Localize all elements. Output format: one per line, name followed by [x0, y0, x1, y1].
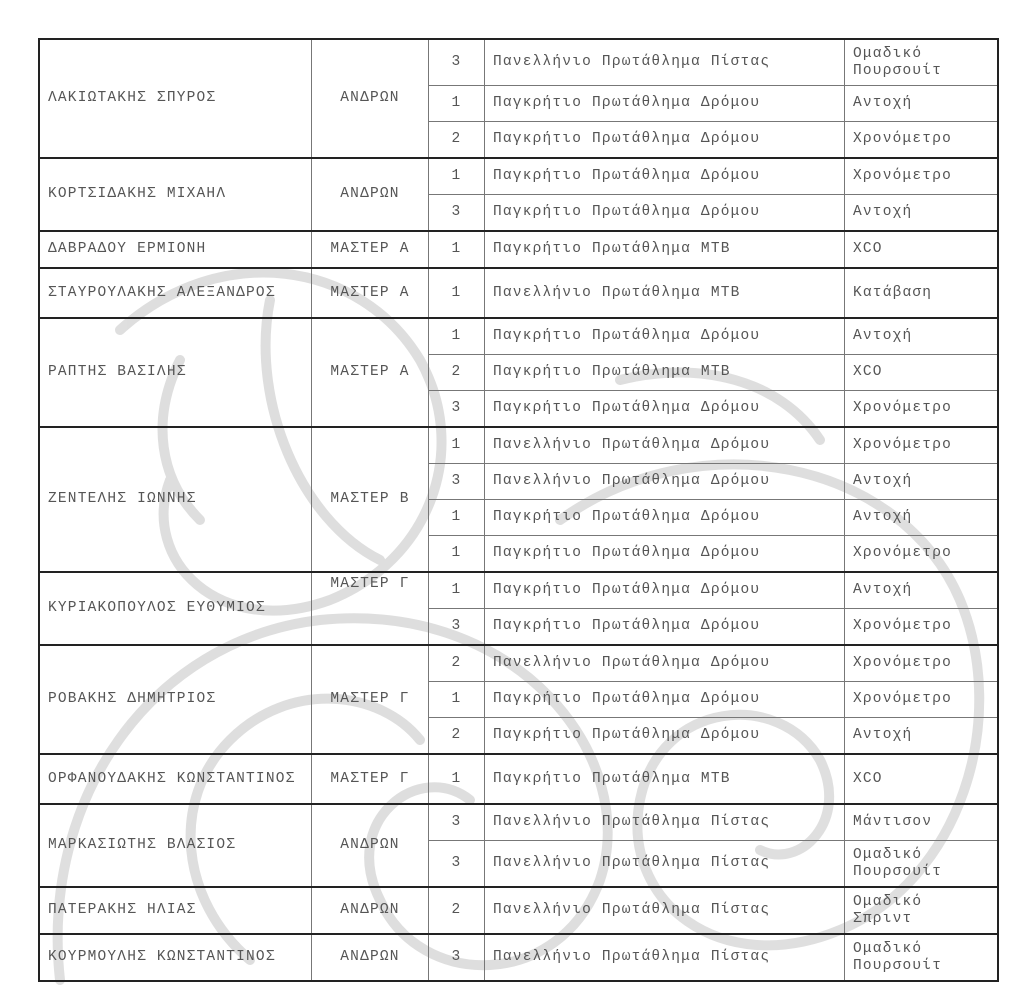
- event-cell: Αντοχή: [845, 318, 999, 355]
- championship-cell: Παγκρήτιο Πρωτάθλημα Δρόμου: [485, 572, 845, 609]
- table-row: [39, 645, 998, 682]
- athlete-name-cell: ΣΤΑΥΡΟΥΛΑΚΗΣ ΑΛΕΞΑΝΔΡΟΣ: [39, 268, 312, 318]
- event-cell: XCO: [845, 754, 999, 804]
- athlete-name-cell: ΚΟΥΡΜΟΥΛΗΣ ΚΩΝΣΤΑΝΤΙΝΟΣ: [39, 934, 312, 981]
- category-cell: ΜΑΣΤΕΡ Γ: [312, 572, 429, 645]
- championship-cell: Παγκρήτιο Πρωτάθλημα ΜΤΒ: [485, 754, 845, 804]
- rank-cell: 3: [429, 609, 485, 646]
- championship-cell: Παγκρήτιο Πρωτάθλημα Δρόμου: [485, 122, 845, 159]
- championship-cell: Πανελλήνιο Πρωτάθλημα Πίστας: [485, 887, 845, 934]
- event-cell: Χρονόμετρο: [845, 122, 999, 159]
- event-cell: Μάντισον: [845, 804, 999, 841]
- rank-cell: 1: [429, 682, 485, 718]
- athlete-name-cell: ΟΡΦΑΝΟΥΔΑΚΗΣ ΚΩΝΣΤΑΝΤΙΝΟΣ: [39, 754, 312, 804]
- category-cell: ΜΑΣΤΕΡ Α: [312, 318, 429, 427]
- rank-cell: 3: [429, 39, 485, 86]
- category-cell: ΜΑΣΤΕΡ Β: [312, 427, 429, 572]
- results-table-body: [39, 39, 998, 981]
- rank-cell: 2: [429, 122, 485, 159]
- rank-cell: 2: [429, 718, 485, 755]
- rank-cell: 1: [429, 572, 485, 609]
- table-row: [39, 231, 998, 268]
- event-cell: Αντοχή: [845, 500, 999, 536]
- event-cell: Ομαδικό Πουρσουίτ: [845, 841, 999, 888]
- table-row: [39, 427, 998, 464]
- rank-cell: 1: [429, 754, 485, 804]
- event-cell: Χρονόμετρο: [845, 609, 999, 646]
- table-row: [39, 934, 998, 981]
- rank-cell: 1: [429, 500, 485, 536]
- championship-cell: Πανελλήνιο Πρωτάθλημα Δρόμου: [485, 645, 845, 682]
- event-cell: Αντοχή: [845, 572, 999, 609]
- results-table: [38, 38, 999, 982]
- athlete-name-cell: ΠΑΤΕΡΑΚΗΣ ΗΛΙΑΣ: [39, 887, 312, 934]
- category-cell: ΜΑΣΤΕΡ Α: [312, 231, 429, 268]
- event-cell: Χρονόμετρο: [845, 391, 999, 428]
- athlete-name-cell: ΚΟΡΤΣΙΔΑΚΗΣ ΜΙΧΑΗΛ: [39, 158, 312, 231]
- championship-cell: Παγκρήτιο Πρωτάθλημα Δρόμου: [485, 682, 845, 718]
- championship-cell: Πανελλήνιο Πρωτάθλημα Πίστας: [485, 934, 845, 981]
- championship-cell: Παγκρήτιο Πρωτάθλημα Δρόμου: [485, 195, 845, 232]
- rank-cell: 2: [429, 645, 485, 682]
- category-cell: ΑΝΔΡΩΝ: [312, 39, 429, 158]
- table-row: [39, 39, 998, 86]
- table-row: [39, 158, 998, 195]
- category-cell: ΑΝΔΡΩΝ: [312, 934, 429, 981]
- rank-cell: 3: [429, 391, 485, 428]
- championship-cell: Παγκρήτιο Πρωτάθλημα ΜΤΒ: [485, 231, 845, 268]
- rank-cell: 3: [429, 464, 485, 500]
- rank-cell: 1: [429, 536, 485, 573]
- rank-cell: 1: [429, 158, 485, 195]
- table-row: [39, 572, 998, 609]
- rank-cell: 3: [429, 841, 485, 888]
- event-cell: Αντοχή: [845, 86, 999, 122]
- rank-cell: 3: [429, 195, 485, 232]
- athlete-name-cell: ΛΑΚΙΩΤΑΚΗΣ ΣΠΥΡΟΣ: [39, 39, 312, 158]
- category-cell: ΑΝΔΡΩΝ: [312, 887, 429, 934]
- athlete-name-cell: ΡΑΠΤΗΣ ΒΑΣΙΛΗΣ: [39, 318, 312, 427]
- championship-cell: Πανελλήνιο Πρωτάθλημα Πίστας: [485, 804, 845, 841]
- event-cell: Χρονόμετρο: [845, 682, 999, 718]
- event-cell: Αντοχή: [845, 718, 999, 755]
- table-row: [39, 887, 998, 934]
- championship-cell: Παγκρήτιο Πρωτάθλημα Δρόμου: [485, 609, 845, 646]
- rank-cell: 2: [429, 887, 485, 934]
- category-cell: ΜΑΣΤΕΡ Α: [312, 268, 429, 318]
- championship-cell: Παγκρήτιο Πρωτάθλημα ΜΤΒ: [485, 355, 845, 391]
- rank-cell: 1: [429, 268, 485, 318]
- championship-cell: Παγκρήτιο Πρωτάθλημα Δρόμου: [485, 318, 845, 355]
- athlete-name-cell: ΜΑΡΚΑΣΙΩΤΗΣ ΒΛΑΣΙΟΣ: [39, 804, 312, 887]
- event-cell: Αντοχή: [845, 195, 999, 232]
- event-cell: Ομαδικό Σπριντ: [845, 887, 999, 934]
- category-cell: ΑΝΔΡΩΝ: [312, 158, 429, 231]
- championship-cell: Πανελλήνιο Πρωτάθλημα Πίστας: [485, 841, 845, 888]
- championship-cell: Παγκρήτιο Πρωτάθλημα Δρόμου: [485, 500, 845, 536]
- rank-cell: 1: [429, 427, 485, 464]
- table-row: [39, 318, 998, 355]
- event-cell: Αντοχή: [845, 464, 999, 500]
- championship-cell: Πανελλήνιο Πρωτάθλημα Δρόμου: [485, 464, 845, 500]
- athlete-name-cell: ΖΕΝΤΕΛΗΣ ΙΩΝΝΗΣ: [39, 427, 312, 572]
- championship-cell: Παγκρήτιο Πρωτάθλημα Δρόμου: [485, 158, 845, 195]
- table-row: [39, 754, 998, 804]
- event-cell: Χρονόμετρο: [845, 645, 999, 682]
- athlete-name-cell: ΔΑΒΡΑΔΟΥ ΕΡΜΙΟΝΗ: [39, 231, 312, 268]
- championship-cell: Παγκρήτιο Πρωτάθλημα Δρόμου: [485, 536, 845, 573]
- championship-cell: Πανελλήνιο Πρωτάθλημα ΜΤΒ: [485, 268, 845, 318]
- championship-cell: Πανελλήνιο Πρωτάθλημα Πίστας: [485, 39, 845, 86]
- athlete-name-cell: ΚΥΡΙΑΚΟΠΟΥΛΟΣ ΕΥΘΥΜΙΟΣ: [39, 572, 312, 645]
- rank-cell: 3: [429, 804, 485, 841]
- event-cell: Χρονόμετρο: [845, 427, 999, 464]
- event-cell: Κατάβαση: [845, 268, 999, 318]
- rank-cell: 3: [429, 934, 485, 981]
- rank-cell: 1: [429, 86, 485, 122]
- championship-cell: Παγκρήτιο Πρωτάθλημα Δρόμου: [485, 718, 845, 755]
- table-row: [39, 804, 998, 841]
- event-cell: Χρονόμετρο: [845, 158, 999, 195]
- athlete-name-cell: ΡΟΒΑΚΗΣ ΔΗΜΗΤΡΙΟΣ: [39, 645, 312, 754]
- rank-cell: 2: [429, 355, 485, 391]
- category-cell: ΜΑΣΤΕΡ Γ: [312, 754, 429, 804]
- championship-cell: Παγκρήτιο Πρωτάθλημα Δρόμου: [485, 391, 845, 428]
- category-cell: ΜΑΣΤΕΡ Γ: [312, 645, 429, 754]
- event-cell: Χρονόμετρο: [845, 536, 999, 573]
- event-cell: Ομαδικό Πουρσουίτ: [845, 39, 999, 86]
- event-cell: XCO: [845, 355, 999, 391]
- championship-cell: Παγκρήτιο Πρωτάθλημα Δρόμου: [485, 86, 845, 122]
- rank-cell: 1: [429, 318, 485, 355]
- event-cell: Ομαδικό Πουρσουίτ: [845, 934, 999, 981]
- event-cell: XCO: [845, 231, 999, 268]
- category-cell: ΑΝΔΡΩΝ: [312, 804, 429, 887]
- championship-cell: Πανελλήνιο Πρωτάθλημα Δρόμου: [485, 427, 845, 464]
- table-row: [39, 268, 998, 318]
- rank-cell: 1: [429, 231, 485, 268]
